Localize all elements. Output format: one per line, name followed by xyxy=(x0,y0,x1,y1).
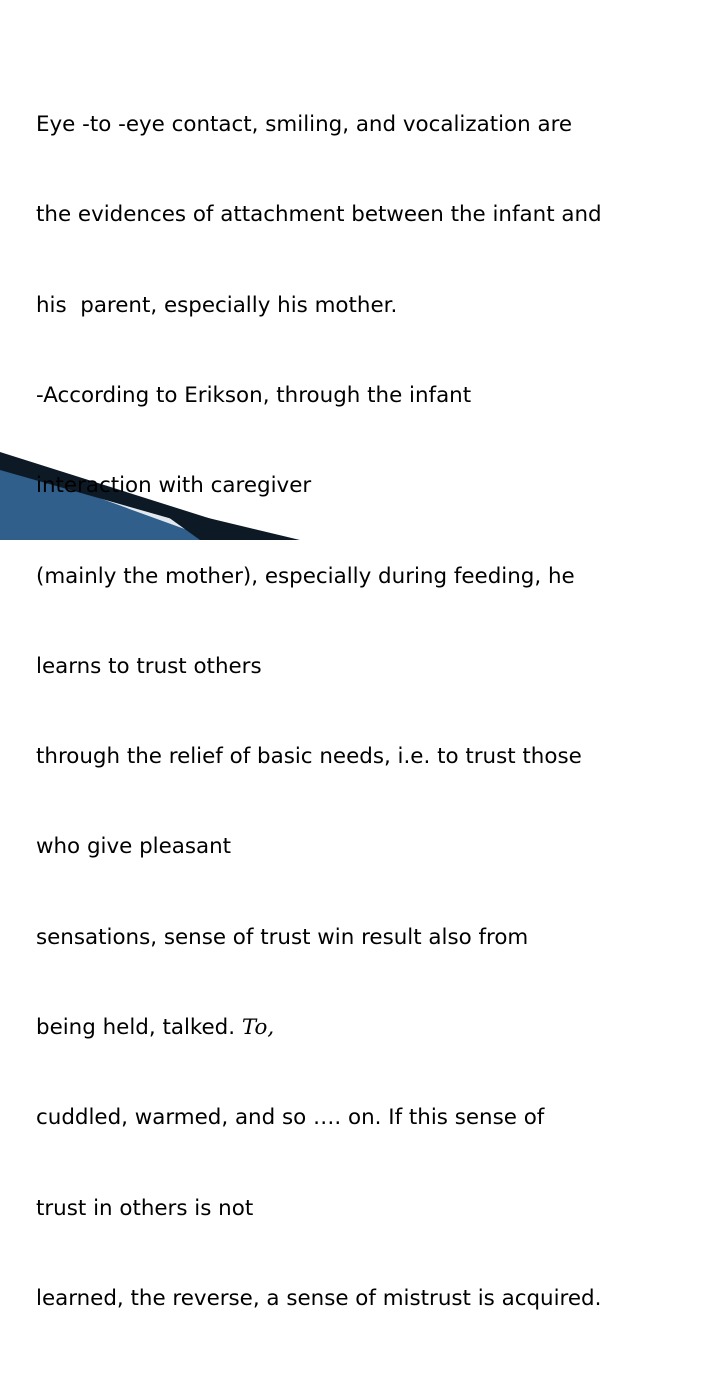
text-line: sensations, sense of trust win result also from xyxy=(36,924,529,950)
text-line-mixed xyxy=(36,1013,706,1043)
text-line: Eye -to -eye contact, smiling, and vocalization are xyxy=(36,112,573,138)
text-line: cuddled, warmed, and so …. on. If this sense of xyxy=(36,1105,545,1131)
text-line: through the relief of basic needs, i.e. to trust those xyxy=(36,744,582,770)
text-line: trust in others is not xyxy=(36,1195,254,1221)
text-line: learns to trust others xyxy=(36,653,262,679)
body-text xyxy=(36,50,706,1374)
text-line: learned, the reverse, a sense of mistrust is acquired. xyxy=(36,1285,602,1311)
text-line: who give pleasant xyxy=(36,834,232,860)
text-line: interaction with caregiver xyxy=(36,473,312,499)
italic-fragment: To, xyxy=(241,1015,275,1040)
text-line: his parent, especially his mother. xyxy=(36,292,398,318)
text-line: (mainly the mother), especially during feeding, he xyxy=(36,563,575,589)
text-line: -According to Erikson, through the infant xyxy=(36,383,472,409)
text-fragment: being held, talked. xyxy=(36,1015,242,1040)
text-line: the evidences of attachment between the infant and xyxy=(36,202,602,228)
